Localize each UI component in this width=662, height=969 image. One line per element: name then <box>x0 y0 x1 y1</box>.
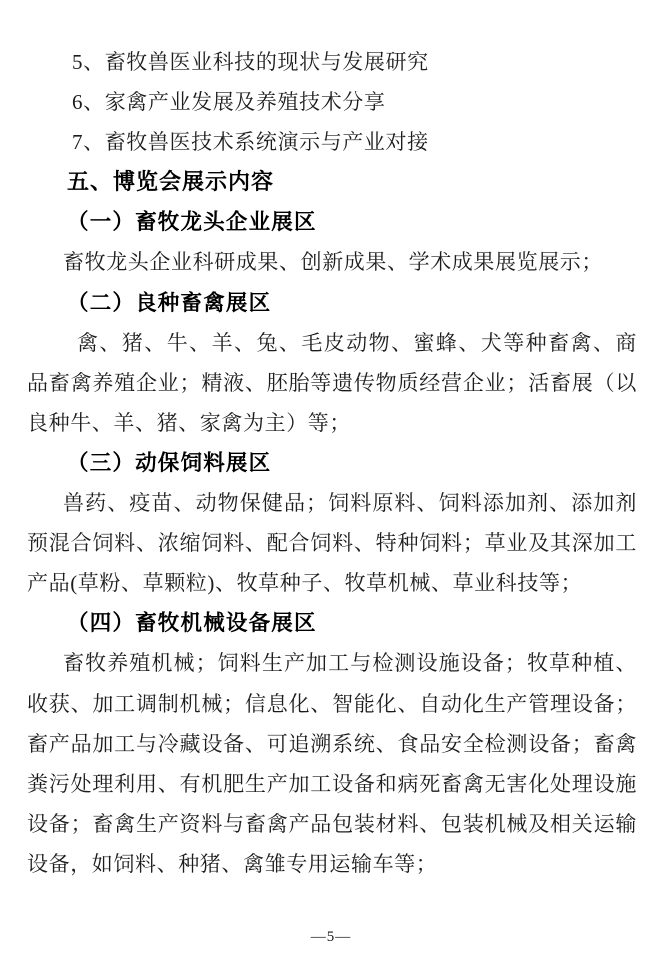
agenda-item-7: 7、畜牧兽医技术系统演示与产业对接 <box>72 130 429 155</box>
page-number: —5— <box>310 929 352 945</box>
paragraph-1-line-1: 畜牧龙头企业科研成果、创新成果、学术成果展览展示； <box>63 250 603 275</box>
paragraph-3-line-1: 兽药、疫苗、动物保健品；饲料原料、饲料添加剂、添加剂 <box>63 491 637 516</box>
section-heading-5: 五、博览会展示内容 <box>67 169 275 195</box>
subsection-heading-4: （四）畜牧机械设备展区 <box>67 611 317 636</box>
subsection-heading-3: （三）动保饲料展区 <box>67 450 272 475</box>
agenda-item-6: 6、家禽产业发展及养殖技术分享 <box>72 90 386 115</box>
paragraph-4-line-1: 畜牧养殖机械；饲料生产加工与检测设施设备；牧草种植、 <box>63 651 637 676</box>
paragraph-4-line-6: 设备，如饲料、种猪、禽雏专用运输车等； <box>27 851 438 876</box>
paragraph-4-line-2: 收获、加工调制机械；信息化、智能化、自动化生产管理设备； <box>27 691 637 716</box>
paragraph-4-line-5: 设备；畜禽生产资料与畜禽产品包装材料、包装机械及相关运输 <box>27 811 637 836</box>
paragraph-4-line-4: 粪污处理利用、有机肥生产加工设备和病死畜禽无害化处理设施 <box>27 771 637 796</box>
paragraph-2-line-2: 品畜禽养殖企业；精液、胚胎等遗传物质经营企业；活畜展（以 <box>27 370 637 395</box>
document-body <box>27 42 637 884</box>
paragraph-3-line-3: 产品(草粉、草颗粒)、牧草种子、牧草机械、草业科技等； <box>27 571 583 596</box>
paragraph-2-line-1: 禽、猪、牛、羊、兔、毛皮动物、蜜蜂、犬等种畜禽、商 <box>77 330 637 355</box>
paragraph-4-line-3: 畜产品加工与冷藏设备、可追溯系统、食品安全检测设备；畜禽 <box>27 731 637 756</box>
agenda-item-5: 5、畜牧兽医业科技的现状与发展研究 <box>72 50 429 74</box>
paragraph-2-line-3: 良种牛、羊、猪、家禽为主）等； <box>27 410 351 435</box>
subsection-heading-1: （一）畜牧龙头企业展区 <box>67 210 317 235</box>
subsection-heading-2: （二）良种畜禽展区 <box>67 290 272 315</box>
paragraph-3-line-2: 预混合饲料、浓缩饲料、配合饲料、特种饲料；草业及其深加工 <box>27 531 637 556</box>
